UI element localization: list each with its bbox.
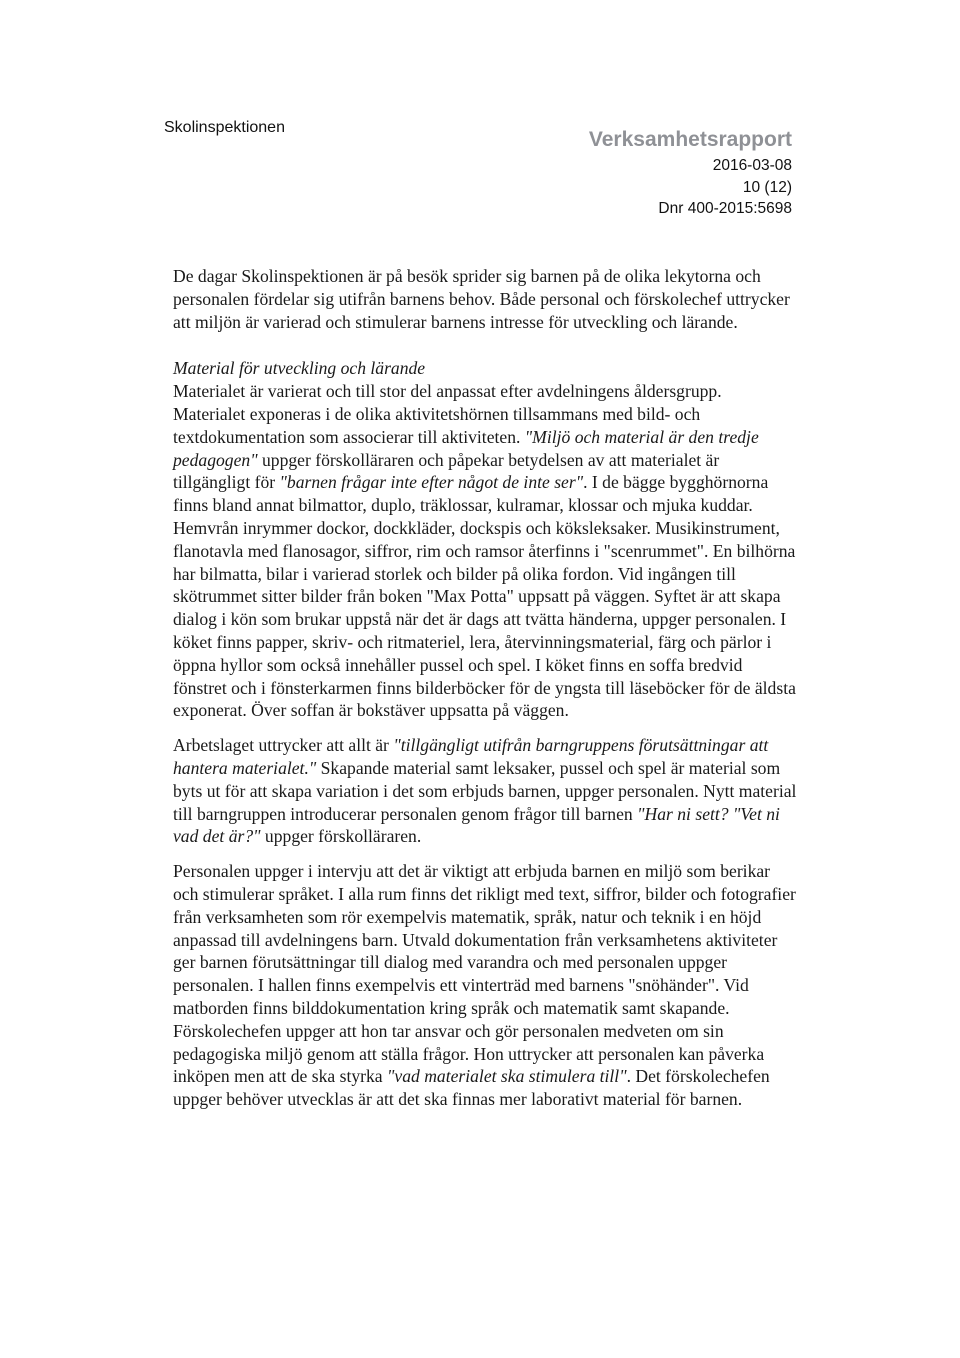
quote-run: "vad materialet ska stimulera till" (387, 1066, 627, 1087)
paragraph-intro: De dagar Skolinspektionen är på besök sprider sig barnen på de olika lekytorna och personalen fördelar sig utifrån barnens behov. Både personal och förskolechef uttrycker att miljön är varierad och stimulerar barnens intresse för utveckling och lärande. (173, 266, 790, 332)
text-run: Materialet är varierat och till stor del anpassat efter avdelningens åldersgrupp. Materialet exponeras i de olika aktivitetshörnen tillsammans med bild- och textdokumentation som associerar till aktiviteten. (173, 381, 722, 447)
diary-number: Dnr 400-2015:5698 (658, 200, 792, 217)
report-title: Verksamhetsrapport (588, 128, 792, 151)
quote-run: "tillgängligt utifrån barngruppens förutsättningar att hantera materialet." (173, 735, 769, 778)
quote-run: "Miljö och material är den tredje pedagogen" (173, 426, 759, 470)
text-run: Personalen uppger i intervju att det är viktigt att erbjuda barnen en miljö som berikar och stimulerar språket. I alla rum finns det rikligt med text, siffror, bilder och fotografier från verksamheten som rör exempelvis matematik, språk, natur och teknik i en höjd anpassad till avdelningens barn. Utvald dokumentation från verksamhetens aktiviteter ger barnen förutsättningar till dialog med varandra och med personalen uppger personalen. I hallen finns exempelvis ett vinterträd med barnens "snöhänder". Vid matborden finns bilddokumentation kring språk och matematik samt skapande. Förskolechefen uppger att hon tar ansvar och gör personalen medveten om sin pedagogiska miljö genom att ställa frågor. Hon uttrycker att personalen kan påverka inköpen men att de ska styrka (173, 861, 796, 1087)
text-run: . I de bägge bygghörnorna finns bland annat bilmattor, duplo, träklossar, kulramar, klossar och mjuka kuddar. Hemvrån inrymmer dockor, dockkläder, dockspis och köksleksaker. Musikinstrument, flanotavla med flanosagor, siffror, rim och ramsor återfinns i "scenrummet". En bilhörna har bilmatta, bilar i varierad storlek och bilder på olika fordon. Vid ingången till skötrummet sitter bilder från boken "Max Potta" uppsatt på väggen. Syftet är att skapa dialog i kön som brukar uppstå när det är dags att tvätta händerna, uppger personalen. I köket finns papper, skriv- och ritmateriel, lera, återvinningsmaterial, färg och pärlor i öppna hyllor som också innehåller pussel och spel. I köket finns en soffa bredvid fönstret och i fönsterkarmen finns bilderböcker för de yngsta till läseböcker för de äldsta exponerat. Över soffan är bokstäver uppsatta på väggen. (173, 472, 796, 721)
report-body (173, 265, 798, 1111)
text-run: uppger förskolläraren. (260, 826, 422, 847)
page-number: 10 (12) (742, 178, 792, 196)
text-run: uppger förskolläraren och påpekar betydelsen av att materialet är tillgängligt för (173, 449, 720, 493)
quote-run: "barnen frågar inte efter något de inte ser" (279, 472, 584, 493)
paragraph-arbetslaget (173, 734, 798, 848)
text-run: Arbetslaget uttrycker att allt är (173, 735, 394, 756)
paragraph-personalen (173, 860, 798, 1111)
organization-name: Skolinspektionen (164, 119, 285, 136)
text-run: Skapande material samt leksaker, pussel och spel är material som byts ut för att skapa variation i det som erbjuds barnen, uppger personalen. Nytt material till barngruppen introducerar personalen genom frågor till barnen (173, 757, 797, 824)
text-run: . Det förskolechefen uppger behöver utvecklas är att det ska finnas mer laborativt material för barnen. (173, 1066, 770, 1110)
report-header (589, 126, 792, 220)
report-date: 2016-03-08 (712, 157, 792, 174)
section-subheading: Material för utveckling och lärande (173, 358, 426, 379)
paragraph-material (173, 380, 798, 722)
quote-run: "Har ni sett? "Vet ni vad det är?" (173, 803, 780, 847)
